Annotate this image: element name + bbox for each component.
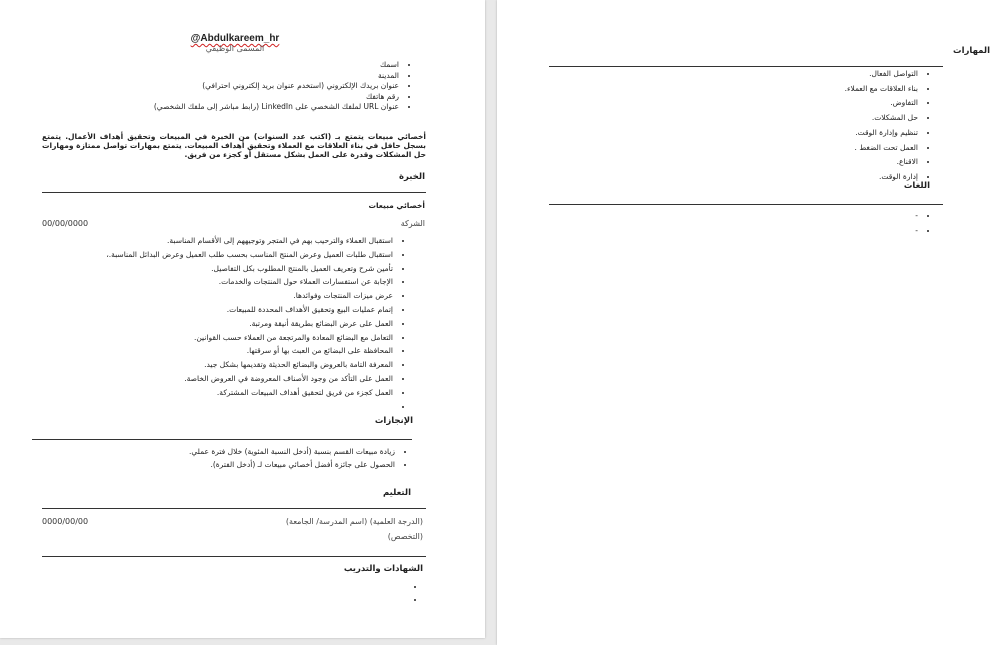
education-bottom-divider [42,556,426,557]
achievements-list [73,446,413,471]
achievement-item: • الحصول على جائزة أفضل أخصائي مبيعات لـ (أدخل الفترة). [73,459,395,472]
certification-item [223,581,405,594]
job-title: المسمى الوظيفي [205,44,265,53]
duty-item: • استقبال العملاء والترحيب بهم في المتجر وتوجيههم إلى الأقسام المناسبة. [63,234,393,248]
certification-item [223,594,405,607]
skill-item: • العمل تحت الضغط . [550,141,918,156]
skill-item: • حل المشكلات. [550,111,918,126]
skill-item: • تنظيم وإدارة الوقت. [550,126,918,141]
professional-summary: أخصائي مبيعات يتمتع بـ (اكتب عدد السنوات) من الخبرة في المبيعات وتحقيق أهداف الأعمال. يتمتع بسجل حافل في بناء العلاقات مع العملاء وتحقيق أهداف المبيعات. يتمتع بمهارات تواصل ممتازة ومهارات حل المشكلات وقدرة على العمل بشكل مستقل أو كجزء من فريق. [42,132,426,159]
skill-item: • التفاوض. [550,96,918,111]
contact-linkedin: • عنوان URL لملفك الشخصي على LinkedIn (رابط مباشر إلى ملفك الشخصي) [113,102,399,113]
languages-list [550,209,990,238]
education-major: (التخصص) [387,532,423,541]
contact-name: • اسمك [113,60,399,71]
duty-item: • المحافظة على البضائع من العبث بها أو سرقتها. [63,344,393,358]
languages-divider [549,204,943,205]
duty-item: • عرض ميزات المنتجات وفوائدها. [63,289,393,303]
duty-item: • تأمين شرح وتعريف العميل بالمنتج المطلوب بكل التفاصيل. [63,262,393,276]
education-date: 0000/00/00 [42,517,89,526]
skill-item: • التواصل الفعال. [550,67,918,82]
education-heading: التعليم [383,488,411,498]
achievements-divider [32,439,412,440]
achievements-heading: الإنجازات [374,416,413,426]
duty-item: • المعرفة التامة بالعروض والبضائع الحديثة وتقديمها بشكل جيد. [63,358,393,372]
duty-item: • العمل على التأكد من وجود الأصناف المعروضة في العروض الخاصة. [63,372,393,386]
duty-item: • استقبال طلبات العميل وعرض المنتج المناسب بحسب طلب العميل وعرض البدائل المناسبة.، [63,248,393,262]
duty-item: • العمل على عرض البضائع بطريقة أنيقة ومرتبة. [63,317,393,331]
experience-heading: الخبرة [398,172,425,182]
duty-item: • العمل كجزء من فريق لتحقيق أهداف المبيعات المشتركة. [63,386,393,400]
resume-page-1 [0,0,485,638]
contact-email: • عنوان بريدك الإلكتروني (استخدم عنوان بريد إلكتروني احترافي) [113,81,399,92]
skill-item: • بناء العلاقات مع العملاء. [550,82,918,97]
experience-divider [42,192,426,193]
author-handle: @Abdulkareem_hr [190,33,280,44]
experience-duties [63,234,423,413]
experience-role: أخصائي مبيعات [368,201,425,210]
duty-item: • التعامل مع البضائع المعادة والمرتجعة من العملاء حسب القوانين. [63,331,393,345]
duty-item: • الإجابة عن استفسارات العملاء حول المنتجات والخدمات. [63,275,393,289]
education-divider [42,508,426,509]
skills-list [550,67,990,185]
experience-date: 00/00/0000 [42,219,89,228]
duty-item: • إتمام عمليات البيع وتحقيق الأهداف المحددة للمبيعات. [63,303,393,317]
contact-phone: • رقم هاتفك [113,92,399,103]
contact-list [113,60,413,113]
education-degree: (الدرجة العلمية) (اسم المدرسة/ الجامعة) [285,517,423,526]
language-item: • - [550,209,918,224]
contact-city: • المدينة [113,71,399,82]
skill-item: • الاقناع. [550,155,918,170]
certifications-list [223,581,423,606]
certifications-heading: الشهادات والتدريب [343,564,423,574]
achievement-item: • زيادة مبيعات القسم بنسبة (أدخل النسبة المئوية) خلال فترة عملي. [73,446,395,459]
skill-item: • إدارة الوقت. [550,170,918,185]
experience-company: الشركة [400,219,425,228]
skills-heading: المهارات [953,46,990,56]
duty-item [63,400,393,414]
language-item: • - [550,224,918,239]
resume-page-2 [497,0,1000,645]
languages-heading: اللغات [903,181,930,191]
